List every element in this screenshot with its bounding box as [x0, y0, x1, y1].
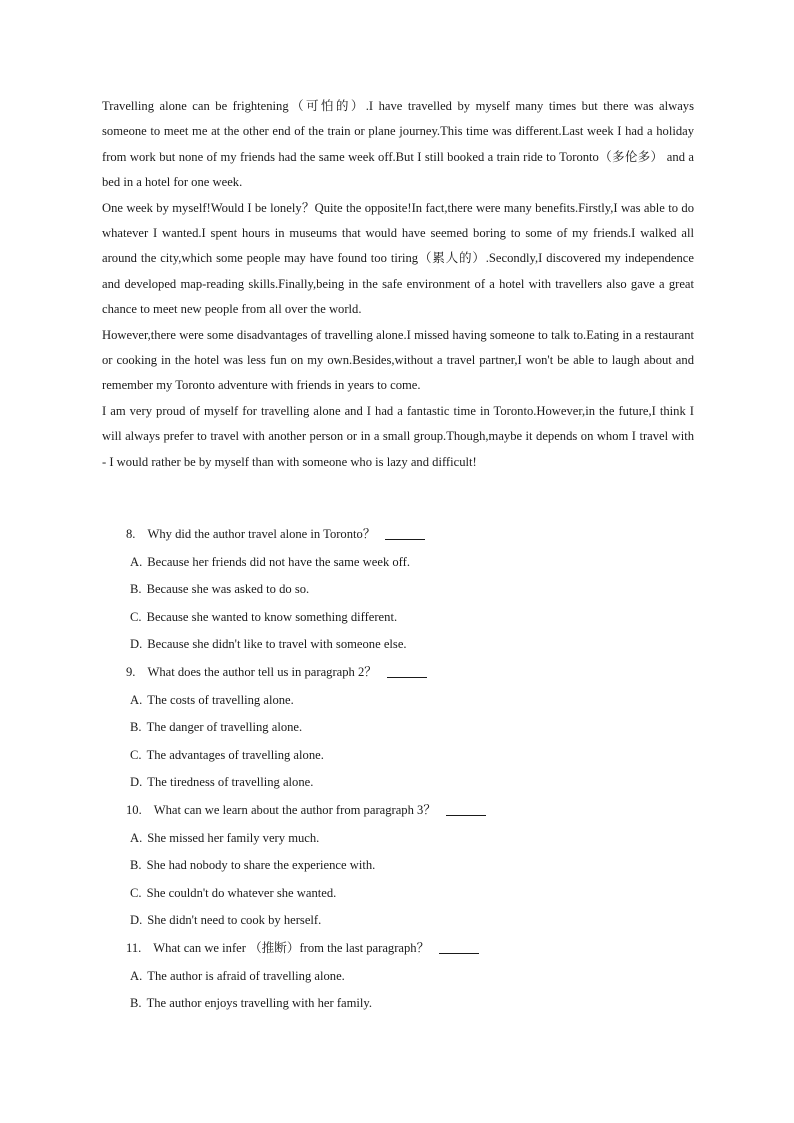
option-text: The author is afraid of travelling alone. [147, 968, 345, 983]
option-letter: D. [130, 775, 143, 790]
option-text: She had nobody to share the experience with. [146, 858, 376, 873]
question-10 [102, 797, 694, 825]
option-9a[interactable] [102, 687, 694, 715]
question-number: 11. [126, 940, 142, 955]
question-8 [102, 521, 694, 549]
option-letter: A. [130, 554, 143, 569]
option-10c[interactable] [102, 880, 694, 908]
answer-blank[interactable] [446, 801, 486, 816]
question-stem: What does the author tell us in paragraph 2？ [147, 664, 377, 679]
option-8a[interactable] [102, 549, 694, 577]
option-9c[interactable] [102, 742, 694, 770]
option-8b[interactable] [102, 576, 694, 604]
question-stem: What can we learn about the author from paragraph 3？ [153, 802, 436, 817]
option-11b[interactable] [102, 990, 694, 1018]
option-letter: D. [130, 913, 143, 928]
answer-blank[interactable] [387, 663, 427, 678]
question-9 [102, 659, 694, 687]
option-10a[interactable] [102, 825, 694, 853]
option-letter: A. [130, 692, 143, 707]
question-11 [102, 935, 694, 963]
option-letter: C. [130, 609, 142, 624]
passage-paragraph-3: However,there were some disadvantages of travelling alone.I missed having someone to talk to.Eating in a restaurant or cooking in the hotel was less fun on my own.Besides,without a travel partner,I won't be able to laugh about and remember my Toronto adventure with friends in years to come. [102, 327, 694, 393]
option-text: The tiredness of travelling alone. [147, 775, 314, 790]
option-10b[interactable] [102, 852, 694, 880]
option-text: The danger of travelling alone. [146, 720, 303, 735]
option-9b[interactable] [102, 714, 694, 742]
option-letter: A. [130, 830, 143, 845]
reading-passage [102, 94, 694, 475]
option-letter: B. [130, 858, 142, 873]
answer-blank[interactable] [439, 939, 479, 954]
option-10d[interactable] [102, 907, 694, 935]
option-text: The advantages of travelling alone. [146, 747, 324, 762]
option-text: Because her friends did not have the same week off. [147, 554, 410, 569]
option-text: She couldn't do whatever she wanted. [146, 885, 337, 900]
option-letter: D. [130, 637, 143, 652]
option-text: Because she wanted to know something different. [146, 609, 398, 624]
question-stem: Why did the author travel alone in Toronto？ [147, 527, 376, 541]
passage-paragraph-1: Travelling alone can be frightening（可怕的）.I have travelled by myself many times but there was always someone to meet me at the other end of the train or plane journey.This time was different.Last week I had a holiday from work but none of my friends had the same week off.But I still booked a train ride to Toronto（多伦多） and a bed in a hotel for one week. [102, 99, 694, 190]
option-letter: C. [130, 885, 142, 900]
option-letter: B. [130, 720, 142, 735]
option-letter: B. [130, 996, 142, 1011]
option-text: Because she didn't like to travel with someone else. [147, 637, 407, 652]
option-11a[interactable] [102, 963, 694, 991]
passage-paragraph-2: One week by myself!Would I be lonely？Quite the opposite!In fact,there were many benefits.Firstly,I was able to do whatever I wanted.I spent hours in museums that would have seemed boring to some of my friends.I walked all around the city,which some people may have found too tiring（累人的）.Secondly,I discovered my independence and developed map-reading skills.Finally,being in the safe environment of a hotel with travellers also gave a great chance to meet new people from all over the world. [102, 200, 694, 317]
option-9d[interactable] [102, 769, 694, 797]
passage-paragraph-4: I am very proud of myself for travelling alone and I had a fantastic time in Toronto.However,in the future,I think I will always prefer to travel with another person or in a small group.Though,maybe it depends on whom I travel with - I would rather be by myself than with someone who is lazy and difficult! [102, 403, 694, 469]
option-8c[interactable] [102, 604, 694, 632]
question-stem: What can we infer （推断）from the last paragraph？ [153, 940, 430, 955]
question-number: 10. [126, 802, 142, 817]
option-text: She missed her family very much. [147, 830, 320, 845]
option-text: She didn't need to cook by herself. [147, 913, 322, 928]
option-8d[interactable] [102, 631, 694, 659]
question-number: 9. [126, 664, 136, 679]
option-letter: B. [130, 582, 142, 597]
option-letter: C. [130, 747, 142, 762]
option-letter: A. [130, 968, 143, 983]
option-text: The costs of travelling alone. [147, 692, 294, 707]
answer-blank[interactable] [385, 525, 425, 540]
question-number: 8. [126, 527, 136, 541]
question-list [102, 521, 694, 1018]
option-text: The author enjoys travelling with her family. [146, 996, 373, 1011]
option-text: Because she was asked to do so. [146, 582, 310, 597]
